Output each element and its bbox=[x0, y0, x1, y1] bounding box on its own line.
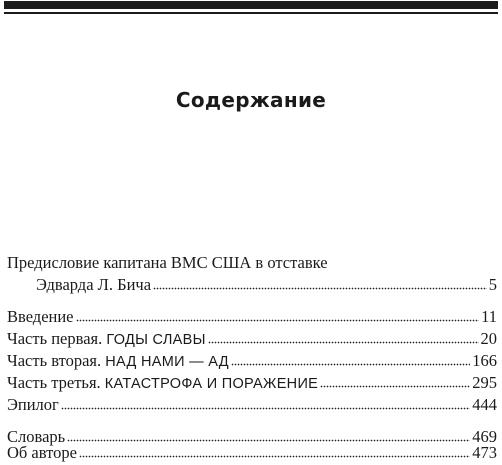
toc-entry-page: 295 bbox=[472, 373, 497, 392]
dot-leader bbox=[153, 274, 487, 290]
toc-entry-preface[interactable] bbox=[36, 273, 497, 297]
toc-entry[interactable] bbox=[7, 393, 497, 417]
toc-entry-label: Эдварда Л. Бича bbox=[36, 275, 152, 294]
toc-entry-label: Часть первая. ГОДЫ СЛАВЫ bbox=[7, 329, 206, 348]
toc-entry-page: 469 bbox=[472, 427, 497, 446]
toc-entry-label: Часть третья. КАТАСТРОФА И ПОРАЖЕНИЕ bbox=[7, 373, 319, 392]
dot-leader bbox=[208, 328, 479, 344]
dot-leader bbox=[79, 442, 470, 458]
top-rule-thin bbox=[4, 12, 498, 14]
page-title: Содержание bbox=[175, 88, 327, 112]
toc-entry[interactable] bbox=[7, 327, 497, 351]
toc-preface-line1: Предисловие капитана ВМС США в отставке bbox=[7, 253, 328, 272]
toc-entry-label: Введение bbox=[7, 307, 74, 326]
toc-entry-page: 5 bbox=[488, 275, 497, 294]
toc-entry[interactable] bbox=[7, 371, 497, 395]
toc-entry-label: Словарь bbox=[7, 427, 66, 446]
toc-entry-page: 473 bbox=[472, 443, 497, 462]
dot-leader bbox=[67, 426, 470, 442]
toc-entry-page: 166 bbox=[472, 351, 497, 370]
toc-entry[interactable] bbox=[7, 305, 497, 329]
toc-entry-label: Часть вторая. НАД НАМИ — АД bbox=[7, 351, 229, 370]
top-rule-thick bbox=[4, 1, 498, 9]
dot-leader bbox=[320, 372, 470, 388]
dot-leader bbox=[61, 394, 470, 410]
toc-entry[interactable] bbox=[7, 349, 497, 373]
toc-entry-page: 444 bbox=[472, 395, 497, 414]
toc-entry-page: 11 bbox=[481, 307, 497, 326]
toc-entry-page: 20 bbox=[480, 329, 497, 348]
toc-entry[interactable] bbox=[7, 441, 497, 465]
toc-entry-label: Об авторе bbox=[7, 443, 77, 462]
dot-leader bbox=[76, 306, 480, 322]
dot-leader bbox=[231, 350, 470, 366]
toc-entry-label: Эпилог bbox=[7, 395, 59, 414]
